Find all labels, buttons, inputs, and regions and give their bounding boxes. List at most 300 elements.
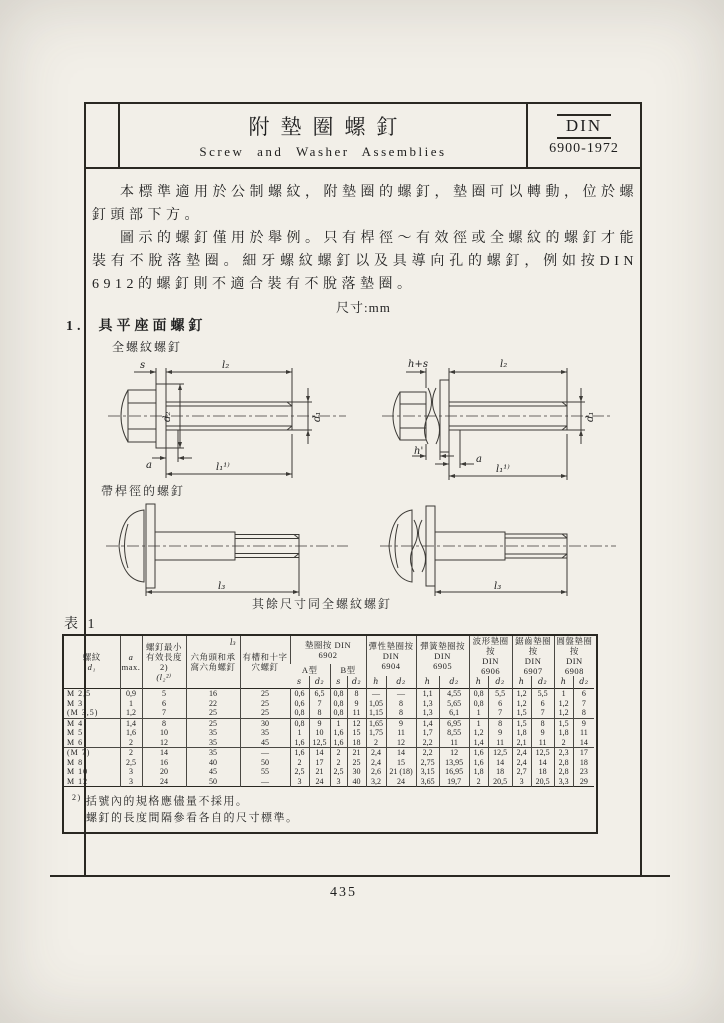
table-cell: 0,6 xyxy=(290,689,309,699)
group-din6908 xyxy=(554,636,594,676)
table-cell: 8 xyxy=(488,718,512,728)
table-cell: 9 xyxy=(386,718,416,728)
table-cell: 25 xyxy=(240,708,290,718)
group-din6906-num: 6906 xyxy=(481,666,501,676)
table-cell: 12 xyxy=(439,748,469,758)
table-cell: (M 7) xyxy=(67,748,91,757)
table-cell: 10 xyxy=(309,728,330,738)
col-min-length-sym: (l₂²⁾ xyxy=(156,672,172,682)
table-cell: 8 xyxy=(531,718,554,728)
section-number: 1. xyxy=(66,319,85,334)
table-cell: 1,4 xyxy=(120,718,142,728)
dim-l2-label: l₂ xyxy=(500,359,508,370)
title-block-corner-cell xyxy=(86,104,120,167)
col-thread-text: 螺紋 xyxy=(82,652,101,662)
table-cell: 11 xyxy=(531,738,554,748)
table-cell: 13,95 xyxy=(439,758,469,768)
table-cell: 12 xyxy=(142,738,186,748)
table-cell: 7 xyxy=(573,699,594,709)
table-cell: 1,05 xyxy=(366,699,386,709)
din-word: DIN xyxy=(524,656,542,666)
table-cell: 1,8 xyxy=(554,728,573,738)
table-cell: 12,5 xyxy=(531,748,554,758)
table-cell: 1,6 xyxy=(290,738,309,748)
table-cell: 8 xyxy=(386,699,416,709)
table-cell: 1,6 xyxy=(469,758,488,768)
table-cell: 2,2 xyxy=(416,738,439,748)
sym-header-cell: h xyxy=(416,676,439,689)
table-cell: — xyxy=(386,689,416,699)
footnote-2-marker: 2) xyxy=(72,793,82,802)
table-cell: 11 xyxy=(347,708,366,718)
table-cell: 0,8 xyxy=(469,699,488,709)
table-cell: 11 xyxy=(488,738,512,748)
sym-header-cell: d₂ xyxy=(347,676,366,689)
table-cell: 1,3 xyxy=(416,708,439,718)
section-heading xyxy=(66,315,207,335)
drawing-hex-screw-spring-washer xyxy=(380,350,634,486)
sym-header-cell: d₂ xyxy=(488,676,512,689)
table-cell: 14 xyxy=(531,758,554,768)
table-cell: 14 xyxy=(488,758,512,768)
section-title: 具平座面螺釘 xyxy=(98,319,207,334)
table-cell: 25 xyxy=(240,689,290,699)
table-cell: 35 xyxy=(186,748,240,758)
table-cell: 1,2 xyxy=(554,699,573,709)
table-cell: 1,1 xyxy=(416,689,439,699)
table-cell: 16 xyxy=(142,758,186,768)
dim-l1-label: l₁¹⁾ xyxy=(216,462,230,473)
table-cell: 2,75 xyxy=(416,758,439,768)
table-cell: 7 xyxy=(142,708,186,718)
table-cell: M 4 xyxy=(67,718,84,728)
table-cell: 3 xyxy=(120,767,142,777)
table-cell: 17 xyxy=(309,758,330,768)
col-hex-head: 六角頭和承窩六角螺釘 xyxy=(186,636,240,689)
table-cell: 1,6 xyxy=(290,748,309,758)
table-cell: 2 xyxy=(330,758,347,768)
dim-a-label: a xyxy=(146,460,152,471)
table-cell: 35 xyxy=(186,738,240,748)
table-cell: 11 xyxy=(573,728,594,738)
table-cell: 0,8 xyxy=(290,708,309,718)
intro-text xyxy=(92,181,638,296)
group-din6904-num: 6904 xyxy=(381,661,401,671)
table-cell: M 12 xyxy=(67,776,89,786)
drawing-geometry xyxy=(106,504,348,596)
table-cell: 7 xyxy=(309,699,330,709)
table-cell: 1,8 xyxy=(512,728,531,738)
table-cell: 1,2 xyxy=(120,708,142,718)
table-cell: 2,8 xyxy=(554,767,573,777)
table-cell: 10 xyxy=(142,728,186,738)
table-cell: 29 xyxy=(573,777,594,787)
group-din6906 xyxy=(469,636,512,676)
dim-s-label: s xyxy=(140,360,146,371)
sym-header-cell: s xyxy=(296,677,302,686)
table-cell: 25 xyxy=(347,758,366,768)
drawing-pan-screw-spring-washer xyxy=(376,496,634,604)
table-cell: 0,8 xyxy=(290,718,309,728)
table-cell: 3 xyxy=(330,777,347,787)
table-cell: M 6 xyxy=(64,738,120,748)
drawing-hex-screw-flat-washer xyxy=(104,350,372,484)
footnote-2 xyxy=(72,790,588,810)
table-cell: 2,4 xyxy=(512,758,531,768)
table-cell: 11 xyxy=(439,738,469,748)
table-cell: 21 xyxy=(347,748,366,758)
dimension-table-grid xyxy=(64,636,594,787)
table-cell: 6 xyxy=(531,699,554,709)
table-cell: 1 xyxy=(120,699,142,709)
table-cell: 9 xyxy=(488,728,512,738)
table-cell: 0,8 xyxy=(330,699,347,709)
table-row xyxy=(64,708,594,718)
table-cell: 1,8 xyxy=(469,767,488,777)
table-cell: 24 xyxy=(142,777,186,787)
group-din6908-num: 6908 xyxy=(564,666,584,676)
table-cell: 1,3 xyxy=(416,699,439,709)
table-cell: 45 xyxy=(186,767,240,777)
document-title-zh: 附墊圈螺釘 xyxy=(248,115,409,139)
dim-hs-label: h+s xyxy=(408,359,428,370)
table-row xyxy=(64,689,594,699)
title-cell xyxy=(120,104,526,167)
table-cell: 1,6 xyxy=(330,738,347,748)
table-cell: 30 xyxy=(347,767,366,777)
table-footnotes xyxy=(64,787,596,832)
table-cell: 8 xyxy=(309,708,330,718)
table-cell: 21 xyxy=(309,767,330,777)
table-cell: 1,7 xyxy=(416,728,439,738)
table-cell: — xyxy=(240,748,290,758)
table-cell: 18 xyxy=(573,758,594,768)
dim-l3-label: l₃ xyxy=(218,581,226,592)
table-cell: 1 xyxy=(469,708,488,718)
paragraph-1: 本標準適用於公制螺紋，附墊圈的螺釘，墊圈可以轉動，位於螺釘頭部下方。 xyxy=(92,185,638,223)
table-cell: 1,6 xyxy=(120,728,142,738)
table-cell: 0,8 xyxy=(330,708,347,718)
table-cell: 24 xyxy=(309,777,330,787)
drawing-pan-screw-flat-washer xyxy=(102,498,374,600)
dim-l2-label: l₂ xyxy=(222,360,230,371)
sym-header-cell: h xyxy=(512,676,531,689)
table-cell: 1,2 xyxy=(512,689,531,699)
table-cell: 2,2 xyxy=(416,748,439,758)
table-cell: 12 xyxy=(386,738,416,748)
table-cell: 18 xyxy=(488,767,512,777)
table-cell: 15 xyxy=(386,758,416,768)
table-cell: 5 xyxy=(142,689,186,699)
sym-header-cell: h xyxy=(469,676,488,689)
table-cell: 0,8 xyxy=(330,689,347,699)
table-cell: 1,5 xyxy=(554,718,573,728)
group-din6902 xyxy=(290,636,366,664)
table-cell: 1 xyxy=(290,728,309,738)
din-word: DIN xyxy=(434,651,451,661)
title-block xyxy=(86,104,640,169)
table-cell: 8,55 xyxy=(439,728,469,738)
table-cell: 2 xyxy=(120,748,142,758)
table-cell: M 8 xyxy=(67,757,84,767)
table-body xyxy=(64,689,594,787)
table-cell: 18 xyxy=(347,738,366,748)
table-cell: 3,2 xyxy=(366,777,386,787)
sym-header-cell: s xyxy=(330,676,347,689)
dim-a-label: a xyxy=(476,454,482,465)
table-cell: 9 xyxy=(347,699,366,709)
table-cell: 2,5 xyxy=(290,767,309,777)
table-cell: 14 xyxy=(142,748,186,758)
table-cell: 2,5 xyxy=(330,767,347,777)
table-cell: 5,65 xyxy=(439,699,469,709)
table-cell: 12,5 xyxy=(488,748,512,758)
col-min-length xyxy=(142,636,186,689)
group-din6905-num: 6905 xyxy=(433,661,453,671)
table-cell: 19,7 xyxy=(439,777,469,787)
table-row xyxy=(64,728,594,738)
table-cell: 35 xyxy=(240,728,290,738)
table-row xyxy=(64,699,594,709)
table-cell: 17 xyxy=(573,748,594,758)
table-cell: 3,65 xyxy=(416,777,439,787)
table-cell: 1,4 xyxy=(469,738,488,748)
col-slotted: 有槽和十字穴螺釘 xyxy=(240,636,290,689)
table-cell: (M 3,5) xyxy=(64,708,120,718)
table-cell: 20,5 xyxy=(488,777,512,787)
dim-d2-label: d₂ xyxy=(162,411,173,422)
page-number: 435 xyxy=(330,885,357,900)
group-din6902-num: 6902 xyxy=(318,650,338,660)
table-row xyxy=(64,777,594,787)
table-cell: 50 xyxy=(240,758,290,768)
dim-d1-label: d₁ xyxy=(585,411,596,422)
table-cell: 8 xyxy=(573,708,594,718)
table-cell: 12,5 xyxy=(309,738,330,748)
table-cell: 8 xyxy=(347,689,366,699)
table-cell: 1,6 xyxy=(330,728,347,738)
table-cell: 2 xyxy=(366,738,386,748)
table-cell: 2 xyxy=(120,738,142,748)
table-cell: 1,75 xyxy=(366,728,386,738)
table-cell: 16 xyxy=(186,689,240,699)
table-cell: 8 xyxy=(142,718,186,728)
table-cell: 6 xyxy=(488,699,512,709)
subcol-type-a: A型 xyxy=(301,665,318,675)
table-cell: 2 xyxy=(554,738,573,748)
table-row xyxy=(64,748,594,758)
table-cell: 30 xyxy=(240,718,290,728)
table-row xyxy=(64,758,594,768)
col-min-length-text: 螺釘最小有效長度2) xyxy=(145,642,182,672)
bottom-rule xyxy=(50,875,670,877)
table-cell: 1 xyxy=(469,718,488,728)
table-cell: 2,1 xyxy=(512,738,531,748)
table-cell: 14 xyxy=(386,748,416,758)
table-cell: 21 (18) xyxy=(386,767,416,777)
table-cell: 40 xyxy=(186,758,240,768)
sym-header-cell: h xyxy=(554,676,573,689)
table-cell: 35 xyxy=(186,728,240,738)
table-cell: 0,8 xyxy=(469,689,488,699)
group-din6907-name: 鋸齒墊圈按 xyxy=(515,636,552,656)
table-cell: 6 xyxy=(573,689,594,699)
table-cell: 2,5 xyxy=(120,758,142,768)
table-cell: 3 xyxy=(120,777,142,787)
document-title-en: Screw and Washer Assemblies xyxy=(199,144,447,159)
table-cell: 6,95 xyxy=(439,718,469,728)
table-cell: 9 xyxy=(573,718,594,728)
table-cell: 0,6 xyxy=(290,699,309,709)
table-cell: — xyxy=(366,689,386,699)
table-label: 表 1 xyxy=(64,617,98,632)
dim-l3-label: l₃ xyxy=(494,581,502,592)
table-cell: 1,2 xyxy=(512,699,531,709)
footnote-length: 螺釘的長度間隔參看各自的尺寸標準。 xyxy=(86,811,299,824)
sym-header-cell: d₂ xyxy=(309,676,330,689)
din-word: DIN xyxy=(382,651,400,661)
table-cell: 15 xyxy=(347,728,366,738)
sym-header-cell: d₂ xyxy=(386,676,416,689)
table-cell: 40 xyxy=(347,777,366,787)
table-cell: 50 xyxy=(186,777,240,787)
table-cell: 2 xyxy=(330,748,347,758)
caption-other-dims: 其餘尺寸同全螺紋螺釘 xyxy=(252,597,393,611)
sym-header-cell: d₂ xyxy=(439,676,469,689)
table-cell: 1,2 xyxy=(469,728,488,738)
table-cell: 23 xyxy=(573,767,594,777)
table-cell: 3,3 xyxy=(554,777,573,787)
din-word: DIN xyxy=(566,656,583,666)
col-thread-sym: d₁ xyxy=(87,662,96,672)
table-cell: 7 xyxy=(531,708,554,718)
table-cell: 2 xyxy=(290,758,309,768)
table-cell: 1,2 xyxy=(554,708,573,718)
sym-header-cell: h xyxy=(366,676,386,689)
table-header xyxy=(64,636,594,689)
table-cell: 1 xyxy=(330,718,347,728)
table-cell: M 10 xyxy=(67,767,89,776)
table-cell: 24 xyxy=(386,777,416,787)
table-cell: 1,6 xyxy=(469,748,488,758)
table-cell: 6,1 xyxy=(439,708,469,718)
table-cell: 7 xyxy=(488,708,512,718)
table-cell: M 2,5 xyxy=(67,689,92,698)
col-a-sym: a xyxy=(128,652,134,662)
table-cell: 20 xyxy=(142,767,186,777)
table-cell: 18 xyxy=(531,767,554,777)
col-a-max-text: max. xyxy=(121,662,141,672)
table-cell: 14 xyxy=(309,748,330,758)
table-cell: 0,9 xyxy=(120,689,142,699)
group-din6904 xyxy=(366,636,416,676)
table-row xyxy=(64,718,594,728)
table-cell: M 3 xyxy=(67,698,84,708)
table-cell: 3,15 xyxy=(416,767,439,777)
sym-header-cell: d₂ xyxy=(531,676,554,689)
col-thread xyxy=(64,636,120,689)
standard-number-cell xyxy=(526,104,640,167)
table-cell: 1,65 xyxy=(366,718,386,728)
table-cell: 5,5 xyxy=(488,689,512,699)
group-din6905 xyxy=(416,636,469,676)
table-row xyxy=(64,738,594,748)
standard-number: 6900-1972 xyxy=(549,141,619,156)
table-cell: 1 xyxy=(554,689,573,699)
table-cell: 2,8 xyxy=(554,758,573,768)
table-cell: 2,3 xyxy=(554,748,573,758)
table-cell: 5,5 xyxy=(531,689,554,699)
group-din6902-name: 墊圈按 DIN xyxy=(304,640,352,650)
group-din6905-name: 彈簧墊圈按 xyxy=(420,641,466,651)
table-cell: 2,4 xyxy=(366,748,386,758)
paragraph-2: 圖示的螺釘僅用於舉例。只有桿徑～有效徑或全螺紋的螺釘才能裝有不脫落墊圈。細牙螺紋螺釘以及具導向孔的螺釘，例如按DIN 6912的螺釘則不適合裝有不脫落墊圈。 xyxy=(92,231,638,292)
table-row xyxy=(64,767,594,777)
table-cell: 8 xyxy=(386,708,416,718)
table-cell: 45 xyxy=(240,738,290,748)
caption-shank-screw: 帶桿徑的螺釘 xyxy=(101,484,186,498)
table-cell: 1,4 xyxy=(416,718,439,728)
table-cell: 16,95 xyxy=(439,767,469,777)
group-din6906-name: 波形墊圈按 xyxy=(472,636,509,656)
table-cell: 25 xyxy=(186,718,240,728)
group-din6907-num: 6907 xyxy=(523,666,543,676)
col-a-max xyxy=(120,636,142,689)
table-cell: 2,7 xyxy=(512,767,531,777)
table-cell: 1,5 xyxy=(512,718,531,728)
table-cell: M 5 xyxy=(67,728,84,737)
unit-note: 尺寸:mm xyxy=(336,300,391,315)
table-cell: — xyxy=(240,777,290,787)
dim-d1-label: d₁ xyxy=(312,411,323,422)
table-cell: 9 xyxy=(309,718,330,728)
dimension-table xyxy=(62,634,598,834)
footnote-2-text: 括號內的規格應儘量不採用。 xyxy=(85,795,249,808)
section-subtitle: 全螺紋螺釘 xyxy=(112,340,183,354)
group-din6904-name: 彈性墊圈按 xyxy=(368,641,414,651)
table-cell: 22 xyxy=(186,699,240,709)
table-cell: 1,5 xyxy=(512,708,531,718)
table-cell: 20,5 xyxy=(531,777,554,787)
table-cell: 25 xyxy=(240,699,290,709)
sym-header-cell: d₂ xyxy=(573,676,594,689)
subcol-type-b: B型 xyxy=(330,664,366,676)
table-cell: 11 xyxy=(386,728,416,738)
table-cell: 2,4 xyxy=(512,748,531,758)
table-cell: 2,6 xyxy=(366,767,386,777)
table-cell: 12 xyxy=(347,718,366,728)
table-cell: 2 xyxy=(469,777,488,787)
table-cell: 14 xyxy=(573,738,594,748)
table-cell: 3 xyxy=(290,777,309,787)
group-din6907 xyxy=(512,636,554,676)
table-cell: 2,4 xyxy=(366,758,386,768)
table-cell: 4,55 xyxy=(439,689,469,699)
table-cell: 1,15 xyxy=(366,708,386,718)
dim-l1-label: l₁¹⁾ xyxy=(496,464,510,475)
table-cell: 6 xyxy=(142,699,186,709)
dim-hprime-label: h' xyxy=(414,446,424,457)
l3-group-mark: l₃ xyxy=(230,638,236,647)
standard-label: DIN xyxy=(557,114,611,139)
din-word: DIN xyxy=(482,656,499,666)
table-cell: 3 xyxy=(512,777,531,787)
table-cell: 6,5 xyxy=(309,689,330,699)
table-cell: 25 xyxy=(186,708,240,718)
table-cell: 55 xyxy=(240,767,290,777)
group-din6908-name: 圓盤墊圈按 xyxy=(556,636,593,656)
table-cell: 9 xyxy=(531,728,554,738)
